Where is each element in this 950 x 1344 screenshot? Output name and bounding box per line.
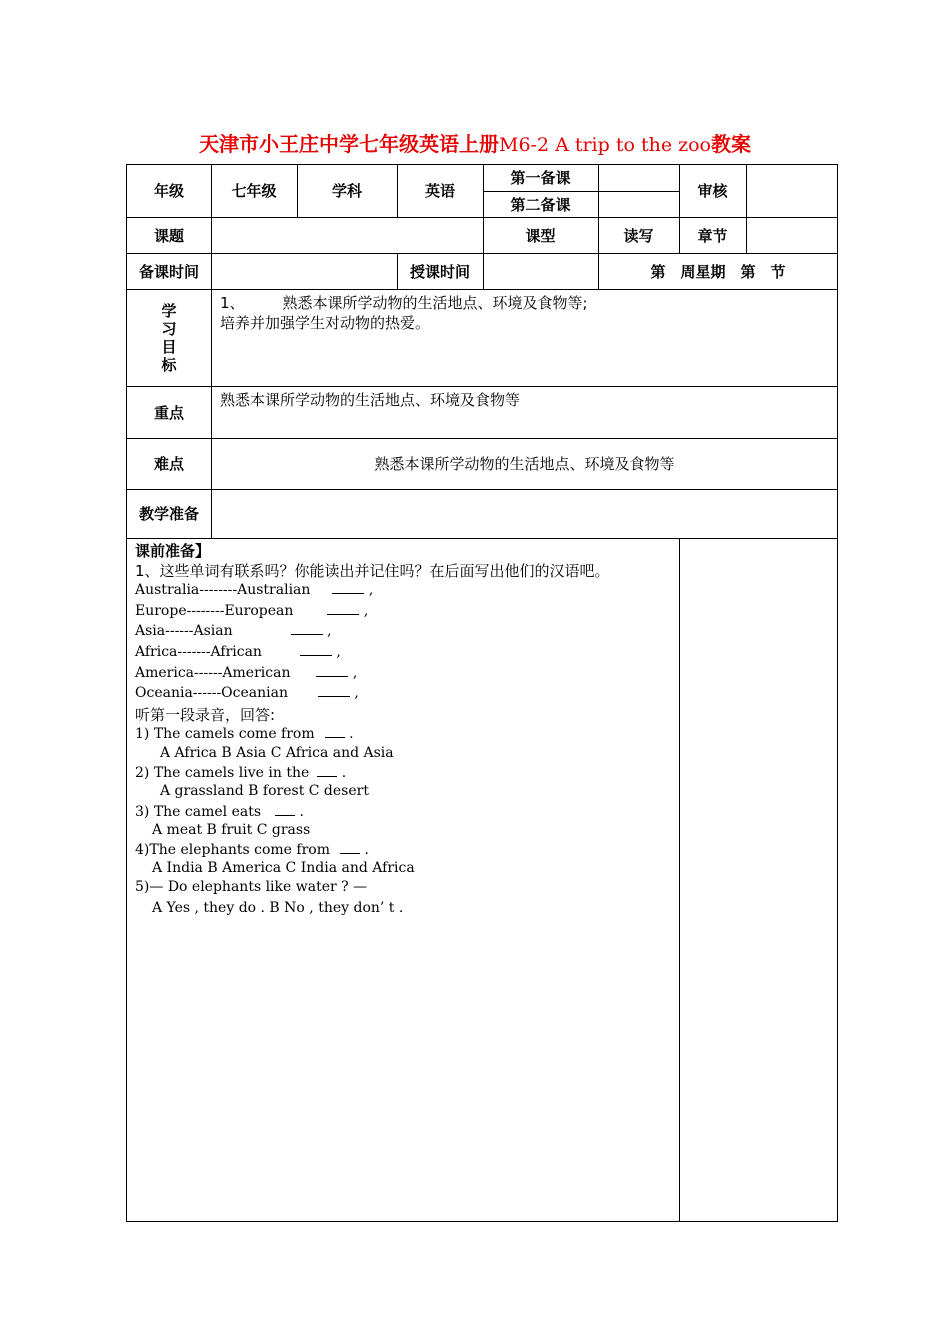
grade-label: 年级: [153, 182, 184, 200]
first-prep-label: 第一备课: [510, 169, 571, 187]
objective-item-1-number: 1、: [220, 294, 245, 312]
subject-value: 英语: [424, 182, 455, 200]
grade-value: 七年级: [231, 182, 277, 200]
question-options: A grassland B forest C desert: [160, 783, 369, 799]
difficulty-text: 熟悉本课所学动物的生活地点、环境及食物等: [374, 455, 675, 473]
topic-label: 课题: [153, 226, 184, 245]
key-point-text: 熟悉本课所学动物的生活地点、环境及食物等: [220, 391, 521, 409]
objective-item-2: 培养并加强学生对动物的热爱。: [220, 314, 431, 332]
word-pair: Oceania------Oceanian ,: [135, 685, 359, 701]
question-stem: 1) The camels come from .: [135, 726, 354, 742]
subject-label: 学科: [331, 182, 362, 200]
lesson-type-label: 课型: [525, 226, 556, 245]
question-stem: 5)— Do elephants like water ? —: [135, 879, 368, 895]
word-pair: America------American ,: [135, 665, 358, 681]
objectives-label-char: 习: [161, 320, 177, 338]
objective-item-1: [220, 292, 588, 313]
word-pair: Africa-------African ,: [135, 644, 341, 660]
title-en-part: M6-2 A trip to the zoo: [498, 134, 711, 156]
teach-time-label: 授课时间: [409, 262, 470, 281]
question-options: A meat B fruit C grass: [152, 822, 311, 838]
document-title: [0, 128, 950, 157]
question-options: A Africa B Asia C Africa and Asia: [160, 745, 394, 761]
title-cn-part1: 天津市小王庄中学七年级英语上册: [198, 132, 499, 156]
question-stem: 3) The camel eats .: [135, 804, 304, 820]
question-options: A Yes , they do . B No , they don’ t .: [152, 900, 404, 916]
lesson-type-value: 读写: [623, 226, 654, 245]
pre-class-heading: 课前准备】: [135, 542, 211, 560]
question-options: A India B America C India and Africa: [152, 860, 415, 876]
teaching-prep-label: 教学准备: [138, 505, 199, 523]
objectives-label: [126, 290, 212, 386]
second-prep-label: 第二备课: [510, 195, 571, 214]
review-label: 审核: [697, 182, 728, 200]
listening-instruction: 听第一段录音，回答:: [135, 706, 276, 724]
title-cn-part2: 教案: [711, 132, 751, 156]
objectives-label-char: 标: [161, 356, 177, 374]
objectives-label-char: 学: [161, 302, 177, 320]
difficulty-label: 难点: [153, 455, 184, 473]
word-pair: Australia--------Australian ,: [135, 582, 374, 598]
prep-time-label: 备课时间: [138, 262, 199, 281]
question-stem: 2) The camels live in the .: [135, 765, 347, 781]
chapter-label: 章节: [697, 226, 728, 245]
question-1-instruction: 1、这些单词有联系吗？你能读出并记住吗？在后面写出他们的汉语吧。: [135, 562, 610, 580]
objective-item-1-text: 熟悉本课所学动物的生活地点、环境及食物等;: [282, 294, 588, 312]
word-pair: Asia------Asian ,: [135, 623, 332, 639]
question-stem: 4)The elephants come from .: [135, 842, 369, 858]
word-pair: Europe--------European ,: [135, 603, 369, 619]
objectives-label-char: 目: [161, 338, 177, 356]
key-point-label: 重点: [153, 403, 184, 422]
week-period-info: 第 周星期 第 节: [650, 262, 786, 281]
